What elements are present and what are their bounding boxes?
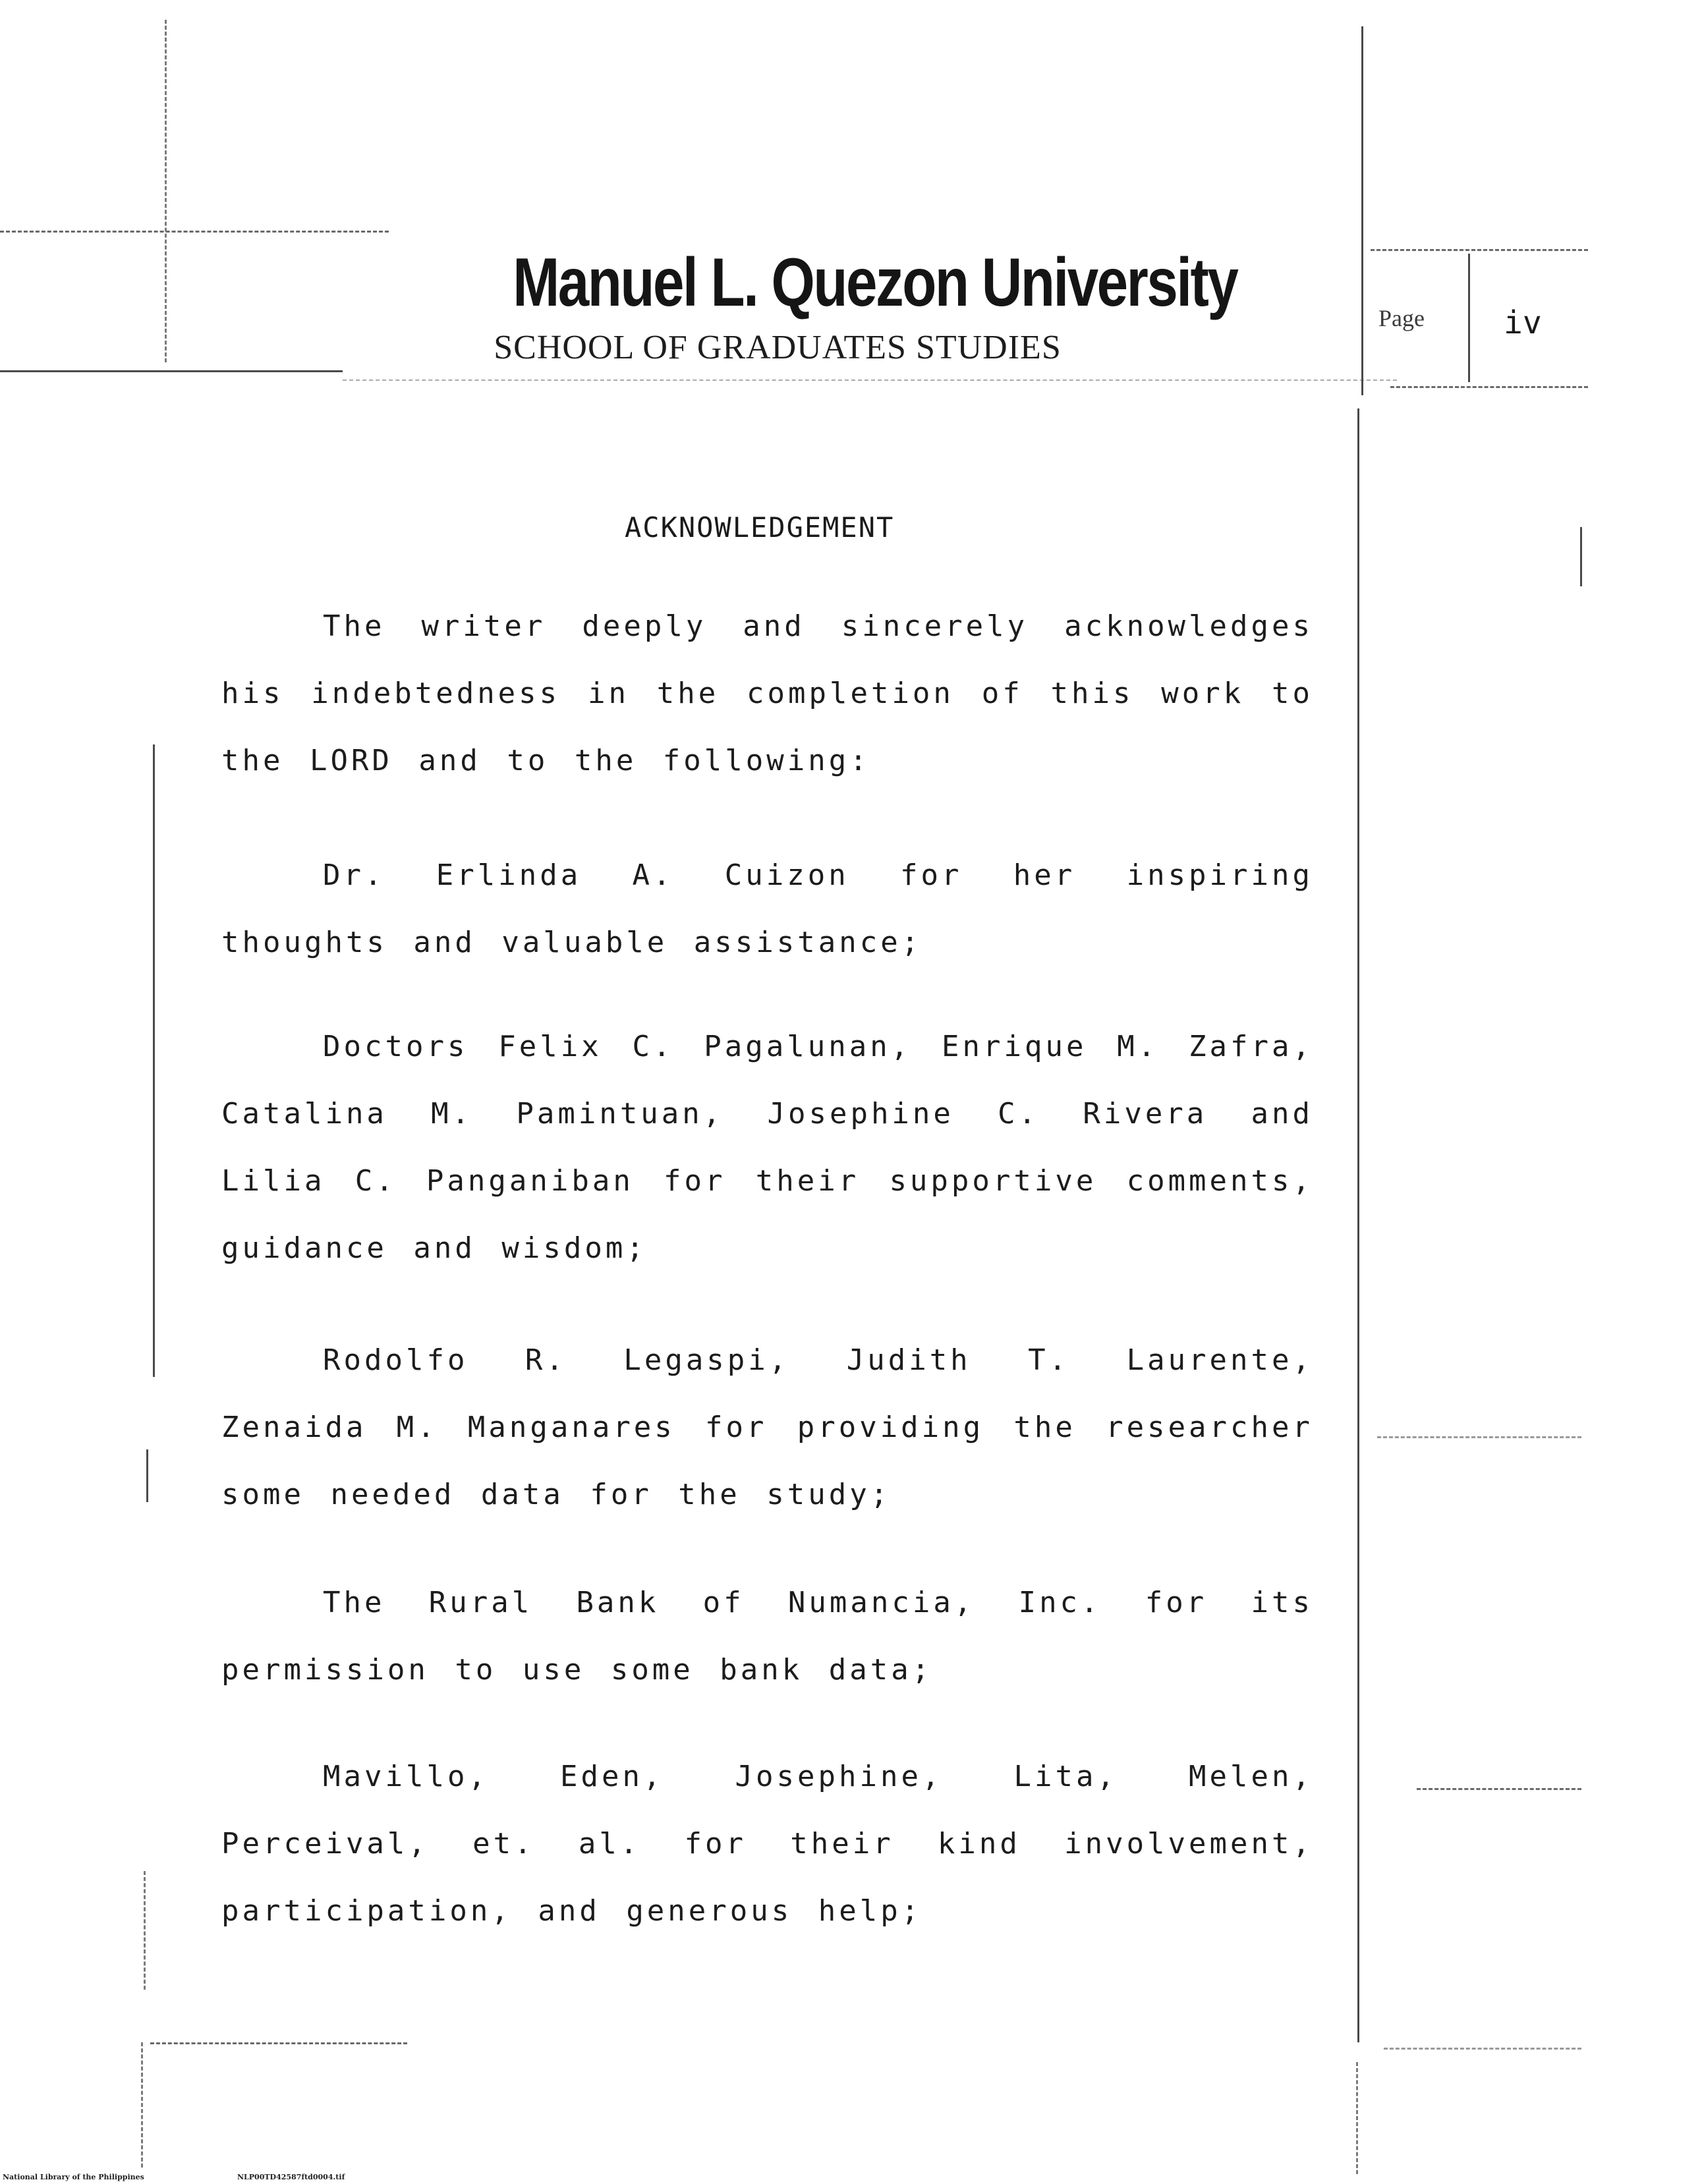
university-name: Manuel L. Quezon University: [513, 244, 1237, 321]
right-margin-line-main: [1357, 408, 1359, 2042]
school-name: SCHOOL OF GRADUATES STUDIES: [494, 329, 1062, 366]
paragraph: The writer deeply and sincerely acknowledges his indebtedness in the completion of this work to the LORD and to the following:: [221, 609, 1313, 777]
footer-filename: NLP00TD42587ftd0004.tif: [237, 2173, 345, 2181]
left-margin-line-upper: [153, 744, 155, 1377]
right-edge-rule-2: [1417, 1788, 1581, 1790]
paragraph: The Rural Bank of Numancia, Inc. for its permission to use some bank data;: [221, 1586, 1313, 1687]
page-box-bottom-rule: [1390, 386, 1588, 388]
page-number: iv: [1504, 304, 1542, 341]
top-left-rule: [0, 231, 389, 233]
page-box-divider: [1468, 254, 1470, 382]
bottom-left-rule: [150, 2042, 407, 2044]
page-box-top-rule: [1371, 249, 1588, 251]
top-left-rule-solid: [0, 370, 343, 372]
right-margin-line-top: [1361, 26, 1363, 395]
left-margin-line-bottom: [141, 2042, 143, 2168]
right-edge-rule-3: [1384, 2048, 1581, 2050]
far-right-line: [1580, 527, 1582, 586]
paragraph: Doctors Felix C. Pagalunan, Enrique M. Zafra, Catalina M. Pamintuan, Josephine C. Rivera and Lilia C. Panganiban for their supportive comments, guidance and wisdom;: [221, 1030, 1313, 1265]
left-margin-line-mid: [146, 1449, 148, 1502]
page-label: Page: [1378, 305, 1425, 331]
paragraph: Dr. Erlinda A. Cuizon for her inspiring thoughts and valuable assistance;: [221, 858, 1313, 959]
paragraph: Rodolfo R. Legaspi, Judith T. Laurente, Zenaida M. Manganares for providing the researcher some needed data for the study;: [221, 1343, 1313, 1511]
header-bottom-rule: [343, 379, 1397, 381]
footer-library: National Library of the Philippines: [3, 2173, 144, 2181]
left-margin-line-low: [144, 1871, 146, 1990]
document-heading: ACKNOWLEDGEMENT: [625, 511, 895, 544]
paragraph: Mavillo, Eden, Josephine, Lita, Melen, Perceival, et. al. for their kind involvement, participation, and generous help;: [221, 1760, 1313, 1928]
right-margin-line-bottom: [1356, 2062, 1358, 2174]
left-margin-line-top: [165, 20, 167, 362]
right-edge-rule-1: [1377, 1436, 1581, 1438]
